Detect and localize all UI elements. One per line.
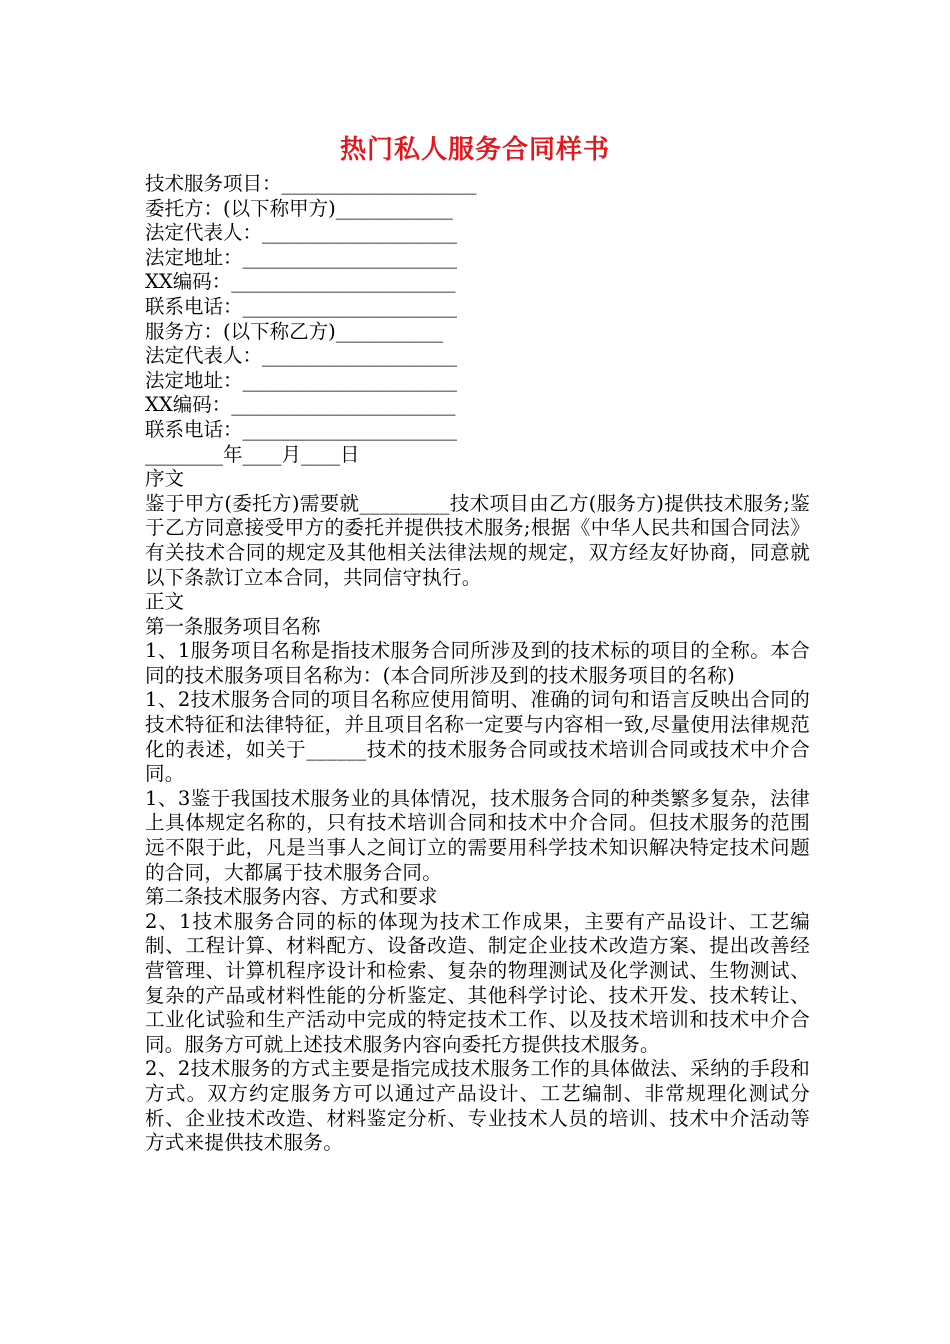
article-1-clause-1: 1、1服务项目名称是指技术服务合同所涉及到的技术标的项目的全称。本合同的技术服务项目名称为：(本合同所涉及到的技术服务项目的名称) xyxy=(145,639,810,687)
preface-paragraph: 鉴于甲方(委托方)需要就_________技术项目由乙方(服务方)提供技术服务;鉴于乙方同意接受甲方的委托并提供技术服务;根据《中华人民共和国合同法》有关技术合同的规定及其他相关法律法规的规定，双方经友好协商，同意就以下条款订立本合同，共同信守执行。 xyxy=(145,491,810,589)
preface-heading: 序文 xyxy=(145,467,185,491)
field-client-legal-rep: 法定代表人：____________________ xyxy=(145,221,458,245)
field-client-phone: 联系电话：______________________ xyxy=(145,294,458,318)
field-provider-address: 法定地址：______________________ xyxy=(145,368,458,392)
field-provider: 服务方：(以下称乙方)___________ xyxy=(145,319,443,343)
article-2-clause-2: 2、2技术服务的方式主要是指完成技术服务工作的具体做法、采纳的手段和方式。双方约定服务方可以通过产品设计、工艺编制、非常规理化测试分析、企业技术改造、材料鉴定分析、专业技术人员的培训、技术中介活动等方式来提供技术服务。 xyxy=(145,1057,810,1155)
field-provider-phone: 联系电话：______________________ xyxy=(145,417,458,441)
article-1-heading: 第一条服务项目名称 xyxy=(145,614,321,638)
field-client-address: 法定地址：______________________ xyxy=(145,245,458,269)
field-provider-legal-rep: 法定代表人：____________________ xyxy=(145,344,458,368)
article-2-heading: 第二条技术服务内容、方式和要求 xyxy=(145,885,438,909)
article-2-clause-1: 2、1技术服务合同的标的体现为技术工作成果，主要有产品设计、工艺编制、工程计算、材料配方、设备改造、制定企业技术改造方案、提出改善经营管理、计算机程序设计和检索、复杂的物理测试及化学测试、生物测试、复杂的产品或材料性能的分析鉴定、其他科学讨论、技术开发、技术转让、工业化试验和生产活动中完成的特定技术工作、以及技术培训和技术中介合同。服务方可就上述技术服务内容向委托方提供技术服务。 xyxy=(145,909,810,1056)
document-content xyxy=(145,172,810,1156)
field-date: ________年____月____日 xyxy=(145,442,360,466)
article-1-clause-2: 1、2技术服务合同的项目名称应使用简明、准确的词句和语言反映出合同的技术特征和法律特征，并且项目名称一定要与内容相一致,尽量使用法律规范化的表述，如关于______技术的技术服务合同或技术培训合同或技术中介合同。 xyxy=(145,688,810,786)
field-service-project: 技术服务项目：____________________ xyxy=(145,172,477,195)
field-client-code: XX编码：_______________________ xyxy=(145,270,456,294)
document-title: 热门私人服务合同样书 xyxy=(339,135,610,165)
body-heading: 正文 xyxy=(145,590,185,614)
field-provider-code: XX编码：_______________________ xyxy=(145,393,456,417)
field-client: 委托方：(以下称甲方)____________ xyxy=(145,196,453,220)
article-1-clause-3: 1、3鉴于我国技术服务业的具体情况，技术服务合同的种类繁多复杂，法律上具体规定名称的，只有技术培训合同和技术中介合同。但技术服务的范围远不限于此，凡是当事人之间订立的需要用科学技术知识解决特定技术问题的合同，大都属于技术服务合同。 xyxy=(145,786,810,884)
